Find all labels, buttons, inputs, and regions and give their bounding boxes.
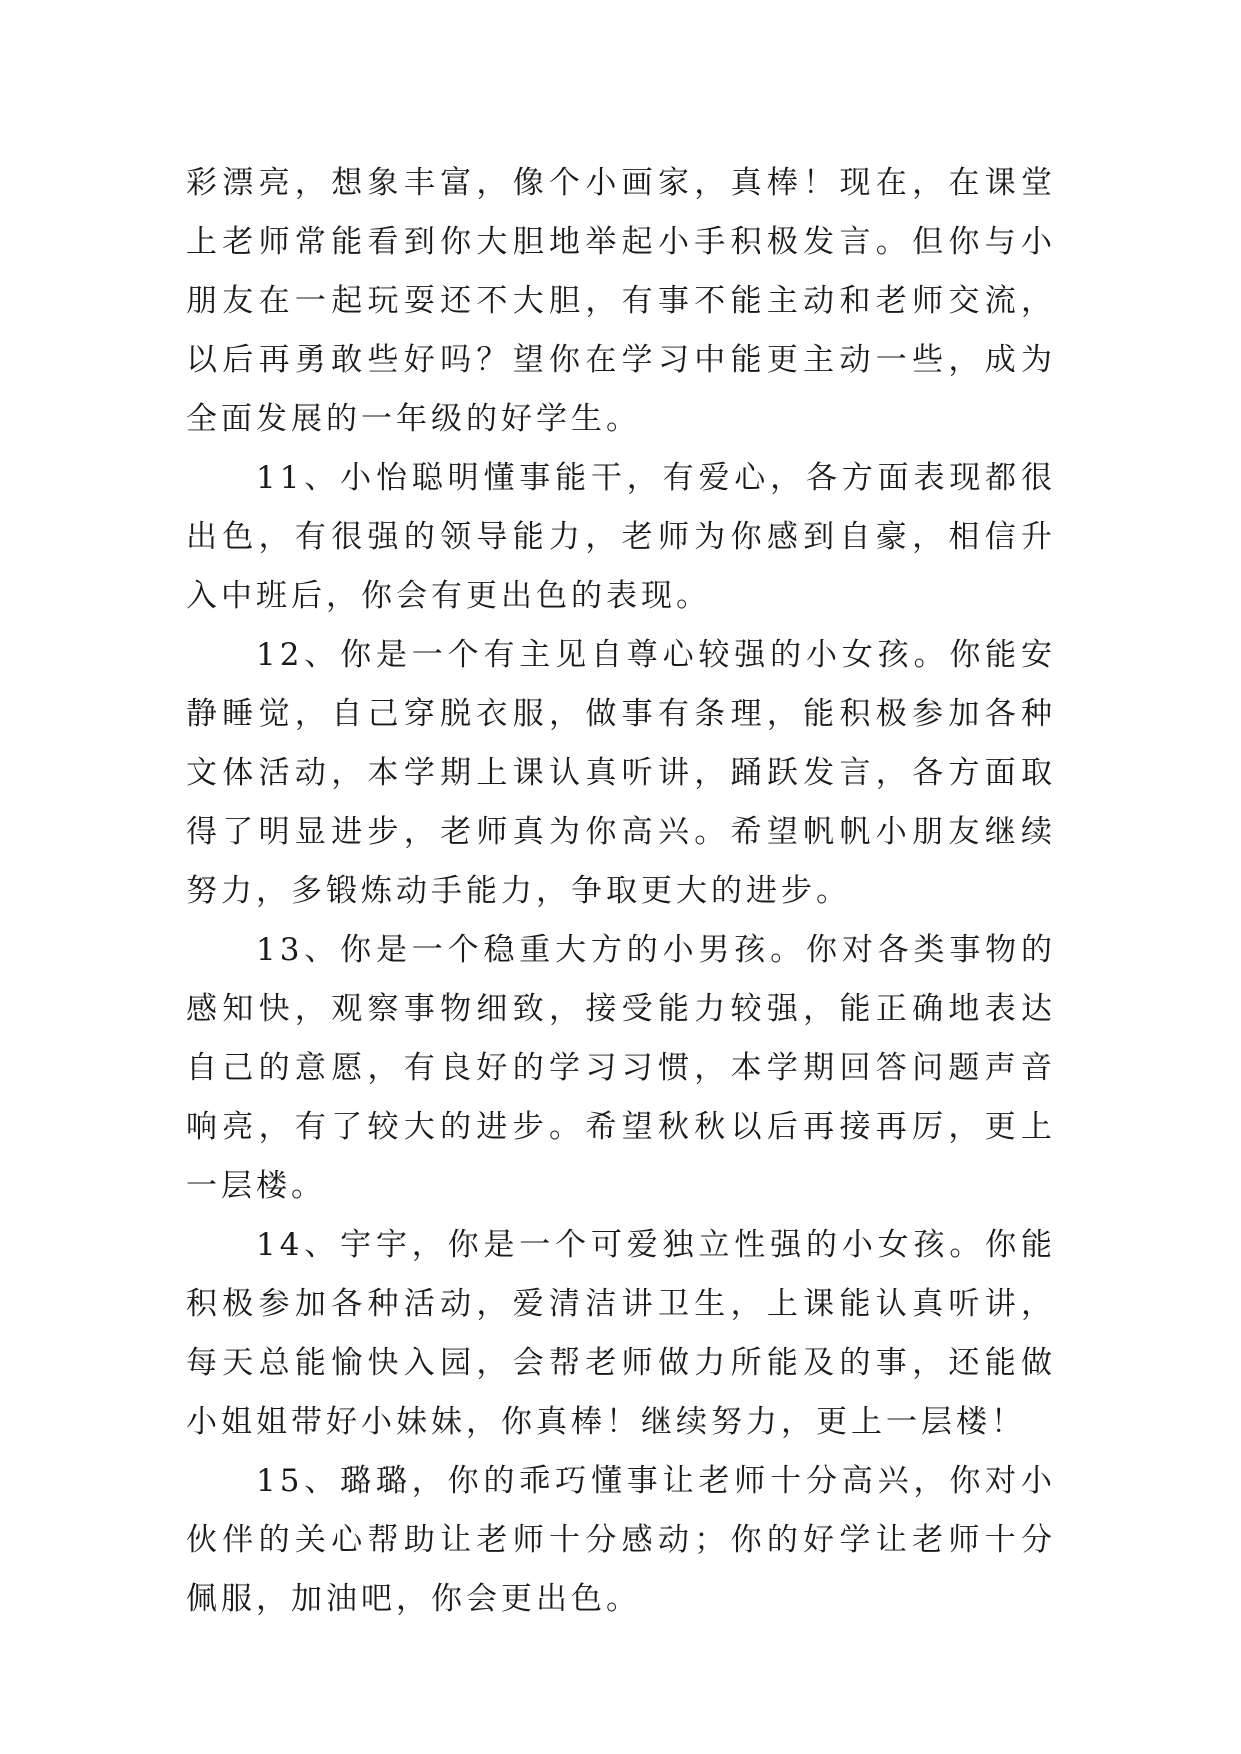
- document-body: [186, 154, 1056, 1629]
- paragraph-comment-11: 11、小怡聪明懂事能干，有爱心，各方面表现都很出色，有很强的领导能力，老师为你感到自豪，相信升入中班后，你会有更出色的表现。: [186, 460, 1056, 614]
- paragraph-comment-12: 12、你是一个有主见自尊心较强的小女孩。你能安静睡觉，自己穿脱衣服，做事有条理，能积极参加各种文体活动，本学期上课认真听讲，踊跃发言，各方面取得了明显进步，老师真为你高兴。希望帆帆小朋友继续努力，多锻炼动手能力，争取更大的进步。: [186, 637, 1056, 909]
- paragraph-comment-15: 15、璐璐，你的乖巧懂事让老师十分高兴，你对小伙伴的关心帮助让老师十分感动；你的好学让老师十分佩服，加油吧，你会更出色。: [186, 1463, 1056, 1617]
- paragraph-comment-14: 14、宇宇，你是一个可爱独立性强的小女孩。你能积极参加各种活动，爱清洁讲卫生，上课能认真听讲，每天总能愉快入园，会帮老师做力所能及的事，还能做小姐姐带好小妹妹，你真棒！继续努力，更上一层楼！: [186, 1227, 1056, 1440]
- paragraph-continuation: 彩漂亮，想象丰富，像个小画家，真棒！现在，在课堂上老师常能看到你大胆地举起小手积极发言。但你与小朋友在一起玩耍还不大胆，有事不能主动和老师交流，以后再勇敢些好吗？望你在学习中能更主动一些，成为全面发展的一年级的好学生。: [186, 165, 1056, 437]
- paragraph-comment-13: 13、你是一个稳重大方的小男孩。你对各类事物的感知快，观察事物细致，接受能力较强，能正确地表达自己的意愿，有良好的学习习惯，本学期回答问题声音响亮，有了较大的进步。希望秋秋以后再接再厉，更上一层楼。: [186, 932, 1056, 1204]
